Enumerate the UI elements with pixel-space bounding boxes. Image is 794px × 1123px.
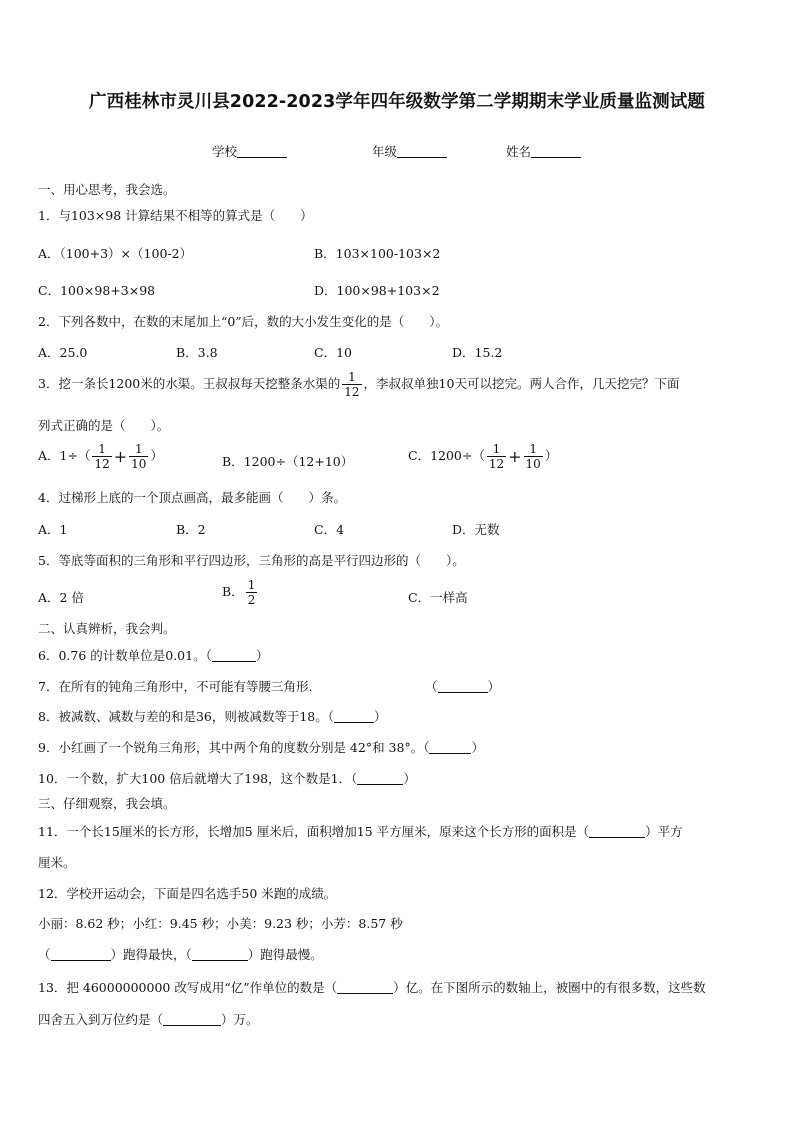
q6-line [38, 646, 268, 664]
q10-answer-blank[interactable] [357, 772, 403, 785]
q13-text-d: ）万。 [221, 1012, 259, 1027]
q9-line [38, 738, 484, 756]
school-blank[interactable] [237, 145, 287, 158]
q3-option-b[interactable]: B．1200÷（12+10） [222, 454, 354, 469]
section-1-heading: 一、用心思考，我会选。 [38, 182, 176, 197]
fraction-numerator: 1 [524, 442, 543, 457]
q12-mid: ）跑得最快，（ [110, 947, 192, 962]
q13-text-a: 13．把 46000000000 改写成用“亿”作单位的数是（ [38, 980, 338, 995]
fraction-denominator: 10 [131, 457, 147, 471]
q2-option-b[interactable]: B．3.8 [176, 345, 218, 360]
q5-stem: 5．等底等面积的三角形和平行四边形，三角形的高是平行四边形的（ ）。 [38, 553, 465, 568]
page-title: 广西桂林市灵川县2022-2023学年四年级数学第二学期期末学业质量监测试题 [89, 92, 705, 112]
q12-data: 小丽：8.62 秒；小红：9.45 秒；小美：9.23 秒；小芳：8.57 秒 [38, 916, 403, 931]
q6-text: 6．0.76 的计数单位是0.01。（ [38, 648, 212, 663]
q12-slowest-blank[interactable] [192, 948, 248, 961]
q11-line1 [38, 822, 683, 840]
q4-option-a[interactable]: A．1 [38, 522, 68, 537]
q2-option-c[interactable]: C．10 [314, 345, 352, 360]
q10-close: ） [403, 771, 416, 786]
q7-answer-blank[interactable] [438, 680, 488, 693]
q8-answer-blank[interactable] [334, 710, 374, 723]
q3-stem-line2: 列式正确的是（ ）。 [38, 418, 170, 433]
q7-open: （ [425, 679, 438, 694]
q12-fastest-blank[interactable] [51, 948, 111, 961]
q3-stem-text-a: 3．挖一条长1200米的水渠。王叔叔每天挖整条水渠的 [38, 376, 341, 391]
q3-a-suffix: ） [150, 448, 163, 463]
q11-answer-blank[interactable] [589, 825, 645, 838]
q1-option-b[interactable]: B．103×100-103×2 [314, 246, 441, 261]
name-field[interactable] [506, 142, 581, 160]
q5-b-prefix: B． [222, 584, 244, 599]
fraction-numerator: 1 [487, 442, 506, 457]
q3-c-suffix: ） [544, 448, 558, 463]
q10-line [38, 769, 416, 787]
q1-stem: 1．与103×98 计算结果不相等的算式是（ ） [38, 208, 313, 223]
q3-stem-fraction [342, 370, 361, 399]
q4-option-b[interactable]: B．2 [176, 522, 206, 537]
q6-answer-blank[interactable] [212, 649, 256, 662]
q3-option-c[interactable] [408, 442, 557, 471]
q7-close: ） [487, 679, 501, 694]
q3-a-fraction-1 [92, 442, 111, 471]
q13-line1 [38, 978, 706, 996]
q13-wan-blank[interactable] [163, 1013, 221, 1026]
q1-option-c[interactable]: C．100×98+3×98 [38, 283, 156, 298]
q1-option-d[interactable]: D．100×98+103×2 [314, 283, 440, 298]
q12-end: ）跑得最慢。 [247, 947, 323, 962]
name-blank[interactable] [531, 145, 581, 158]
q13-yi-blank[interactable] [337, 981, 393, 994]
fraction-denominator: 12 [488, 457, 505, 471]
fraction-denominator: 12 [344, 385, 360, 399]
q3-option-a[interactable] [38, 442, 163, 471]
q12-stem: 12．学校开运动会，下面是四名选手50 米跑的成绩。 [38, 886, 337, 901]
q12-open: （ [38, 947, 51, 962]
q9-answer-blank[interactable] [429, 741, 471, 754]
q5-option-a[interactable]: A．2 倍 [38, 590, 84, 605]
q7-answer[interactable] [425, 677, 500, 695]
school-field[interactable] [212, 142, 287, 160]
q1-option-a[interactable]: A．（100+3）×（100-2） [38, 246, 193, 261]
fraction-numerator: 1 [247, 578, 256, 592]
grade-label: 年级 [372, 144, 398, 159]
q3-c-prefix: C．1200÷（ [408, 448, 485, 463]
q2-stem: 2．下列各数中，在数的末尾加上“0”后，数的大小发生变化的是（ ）。 [38, 314, 448, 329]
q8-close: ） [374, 709, 387, 724]
q3-stem-line1 [38, 370, 679, 399]
section-2-heading: 二、认真辨析，我会判。 [38, 621, 176, 636]
q11-text-b: ）平方 [645, 824, 683, 839]
grade-blank[interactable] [397, 145, 447, 158]
q3-c-fraction-1 [487, 442, 506, 471]
fraction-numerator: 1 [342, 370, 361, 385]
q2-option-a[interactable]: A．25.0 [38, 345, 88, 360]
q8-text: 8．被减数、减数与差的和是36，则被减数等于18。（ [38, 709, 335, 724]
section-3-heading: 三、仔细观察，我会填。 [38, 796, 176, 811]
q5-option-c[interactable]: C．一样高 [408, 590, 468, 605]
name-label: 姓名 [506, 144, 532, 159]
q11-text-a: 11．一个长15厘米的长方形，长增加5 厘米后，面积增加15 平方厘米，原来这个长方形的面积是（ [38, 824, 590, 839]
q12-answer-line [38, 945, 323, 963]
q6-close: ） [255, 648, 269, 663]
q5-option-b[interactable] [222, 578, 259, 607]
q13-text-b: ）亿。在下图所示的数轴上，被圈中的有很多数，这些数 [393, 980, 706, 995]
q13-line2 [38, 1010, 259, 1028]
q4-option-d[interactable]: D．无数 [452, 522, 500, 537]
q8-line [38, 707, 387, 725]
q13-text-c: 四舍五入到万位约是（ [38, 1012, 164, 1027]
plus-sign: + [113, 447, 128, 466]
q3-stem-text-b: ，李叔叔单独10天可以挖完。两人合作，几天挖完？下面 [363, 376, 680, 391]
q4-option-c[interactable]: C．4 [314, 522, 345, 537]
q10-text: 10．一个数，扩大100 倍后就增大了198，这个数是1．（ [38, 771, 358, 786]
q5-b-fraction [246, 578, 258, 607]
q9-close: ） [471, 740, 484, 755]
fraction-denominator: 2 [247, 593, 256, 607]
q4-stem: 4．过梯形上底的一个顶点画高，最多能画（ ）条。 [38, 490, 346, 505]
fraction-numerator: 1 [92, 442, 111, 457]
grade-field[interactable] [372, 142, 447, 160]
q7-stem: 7．在所有的钝角三角形中，不可能有等腰三角形. [38, 679, 313, 694]
q3-a-prefix: A．1÷（ [38, 448, 91, 463]
school-label: 学校 [212, 144, 238, 159]
q3-c-fraction-2 [524, 442, 543, 471]
fraction-denominator: 12 [94, 457, 110, 471]
q2-option-d[interactable]: D．15.2 [452, 345, 503, 360]
plus-sign: + [508, 447, 522, 466]
q11-line2: 厘米。 [38, 855, 76, 870]
fraction-denominator: 10 [525, 457, 541, 471]
q3-a-fraction-2 [129, 442, 148, 471]
q9-text: 9．小红画了一个锐角三角形，其中两个角的度数分别是 42°和 38°。（ [38, 740, 430, 755]
fraction-numerator: 1 [129, 442, 148, 457]
